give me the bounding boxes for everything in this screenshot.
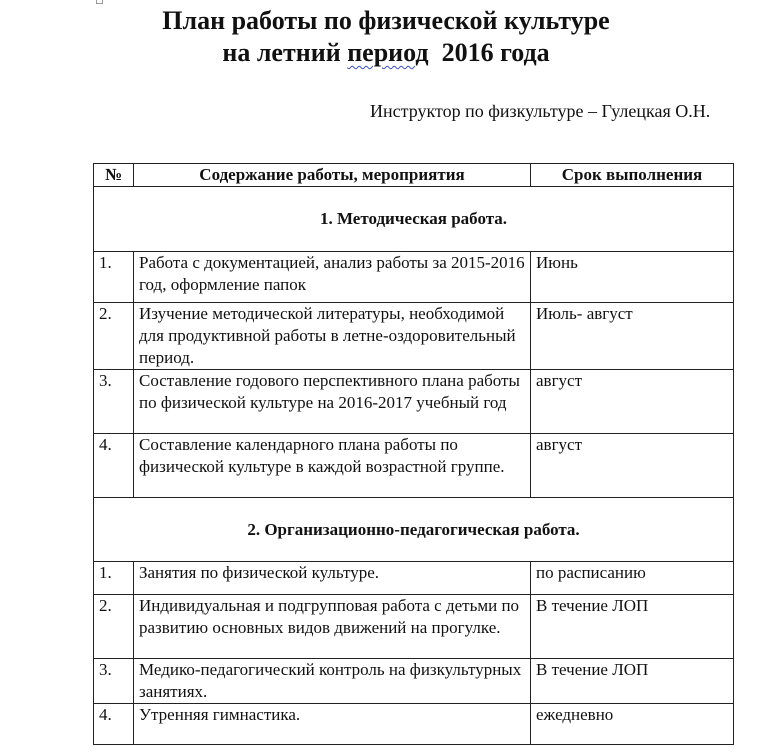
section-heading-row [94, 498, 734, 562]
row-deadline: ежедневно [531, 704, 734, 745]
section-title: 1. Методическая работа. [94, 187, 734, 252]
header-deadline: Срок выполнения [531, 164, 734, 187]
row-deadline: Июнь [531, 252, 734, 303]
table-row [94, 595, 734, 659]
header-number: № [94, 164, 134, 187]
page-corner-mark [96, 0, 103, 4]
row-deadline: по расписанию [531, 562, 734, 595]
row-deadline: В течение ЛОП [531, 659, 734, 704]
row-number: 4. [94, 704, 134, 745]
row-content: Занятия по физической культуре. [134, 562, 531, 595]
work-plan-table [93, 163, 734, 745]
row-content: Изучение методической литературы, необходимой для продуктивной работы в летне-оздоровительный период. [134, 303, 531, 370]
row-content: Работа с документацией, анализ работы за 2015-2016 год, оформление папок [134, 252, 531, 303]
table-row [94, 303, 734, 370]
table-row [94, 704, 734, 745]
row-deadline: август [531, 370, 734, 434]
title-part-1: на летний [222, 38, 348, 67]
spellcheck-underlined-word[interactable]: период [347, 38, 429, 67]
table-row [94, 370, 734, 434]
table-row [94, 659, 734, 704]
section-heading-row [94, 187, 734, 252]
row-number: 1. [94, 252, 134, 303]
row-content: Медико-педагогический контроль на физкультурных занятиях. [134, 659, 531, 704]
row-number: 2. [94, 303, 134, 370]
table-header-row [94, 164, 734, 187]
table-row [94, 434, 734, 498]
title-part-2: 2016 года [428, 38, 550, 67]
row-deadline: В течение ЛОП [531, 595, 734, 659]
section-title: 2. Организационно-педагогическая работа. [94, 498, 734, 562]
row-number: 4. [94, 434, 134, 498]
instructor-line: Инструктор по физкультуре – Гулецкая О.Н. [370, 101, 711, 121]
row-content: Утренняя гимнастика. [134, 704, 531, 745]
row-content: Составление годового перспективного плана работы по физической культуре на 2016-2017 учебный год [134, 370, 531, 434]
row-number: 2. [94, 595, 134, 659]
table-row [94, 252, 734, 303]
table-row [94, 562, 734, 595]
row-content: Индивидуальная и подгрупповая работа с детьми по развитию основных видов движений на прогулке. [134, 595, 531, 659]
row-number: 1. [94, 562, 134, 595]
row-number: 3. [94, 370, 134, 434]
document-title-line-1: План работы по физической культуре [162, 6, 610, 35]
row-number: 3. [94, 659, 134, 704]
header-content: Содержание работы, мероприятия [134, 164, 531, 187]
row-deadline: Июль- август [531, 303, 734, 370]
row-content: Составление календарного плана работы по физической культуре в каждой возрастной группе. [134, 434, 531, 498]
document-title-line-2 [0, 38, 772, 68]
row-deadline: август [531, 434, 734, 498]
